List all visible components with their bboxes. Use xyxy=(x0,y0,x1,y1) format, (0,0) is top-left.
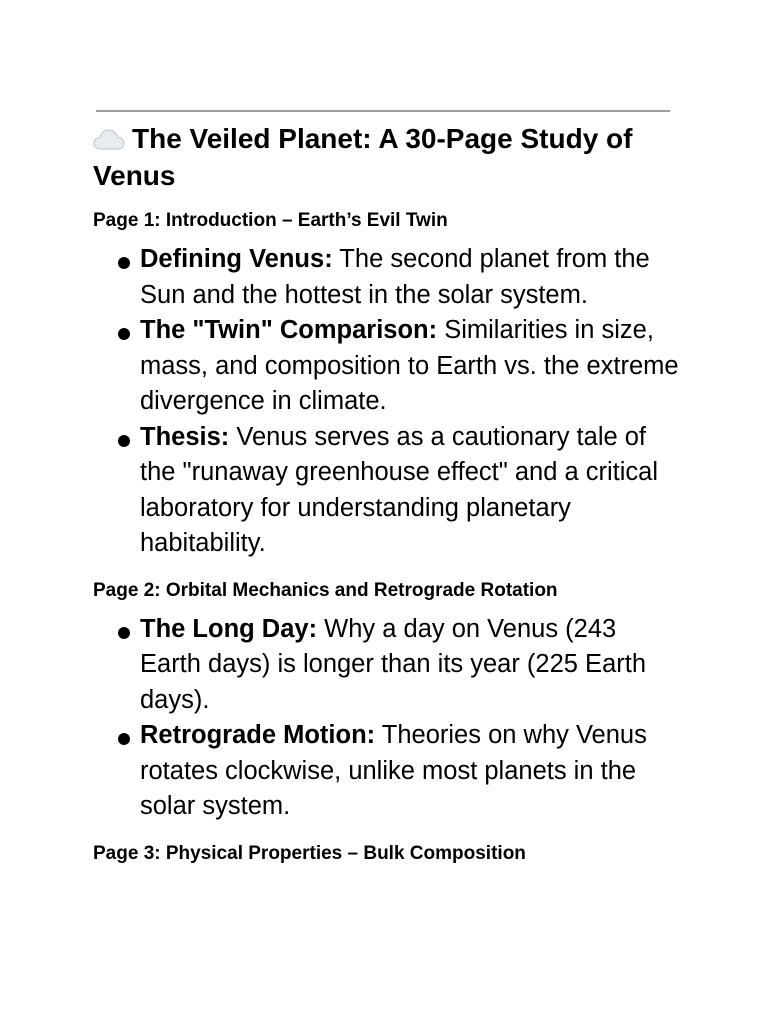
list-item xyxy=(93,718,683,825)
bullet-text: Theories on why Venus rotates clockwise, unlike most planets in the solar system. xyxy=(140,721,647,820)
list-item xyxy=(93,242,683,313)
section-heading-page-1: Page 1: Introduction – Earth’s Evil Twin xyxy=(93,210,448,231)
document-title-text: The Veiled Planet: A 30-Page Study of Venus xyxy=(93,123,633,191)
horizontal-rule xyxy=(96,110,670,112)
list-item xyxy=(93,313,683,420)
list-item xyxy=(93,420,683,562)
bullet-list-page-1 xyxy=(93,242,683,562)
bullet-term: Defining Venus: xyxy=(140,245,333,273)
bullet-dot-icon xyxy=(118,257,130,269)
section-heading-page-2: Page 2: Orbital Mechanics and Retrograde Rotation xyxy=(93,579,558,601)
bullet-dot-icon xyxy=(118,627,130,639)
bullet-text: Venus serves as a cautionary tale of the "runaway greenhouse effect" and a critical laboratory for understanding planetary habitability. xyxy=(140,422,659,557)
bullet-dot-icon xyxy=(118,328,130,340)
list-item xyxy=(93,612,683,719)
section-heading-page-3: Page 3: Physical Properties – Bulk Composition xyxy=(93,842,526,864)
bullet-text: Why a day on Venus (243 Earth days) is longer than its year (225 Earth days). xyxy=(140,614,647,714)
bullet-text: The second planet from the Sun and the hottest in the solar system. xyxy=(140,245,650,309)
bullet-term: The "Twin" Comparison: xyxy=(140,316,438,344)
bullet-dot-icon xyxy=(118,733,130,745)
document-title xyxy=(93,120,683,194)
bullet-list-page-2 xyxy=(93,612,683,825)
document-content xyxy=(93,120,683,866)
bullet-term: Thesis: xyxy=(140,422,230,451)
bullet-dot-icon xyxy=(118,435,130,447)
bullet-text: Similarities in size, mass, and composition to Earth vs. the extreme divergence in climate. xyxy=(140,316,679,415)
bullet-term: Retrograde Motion: xyxy=(140,721,376,749)
cloud-icon xyxy=(93,122,125,144)
bullet-term: The Long Day: xyxy=(140,614,318,643)
